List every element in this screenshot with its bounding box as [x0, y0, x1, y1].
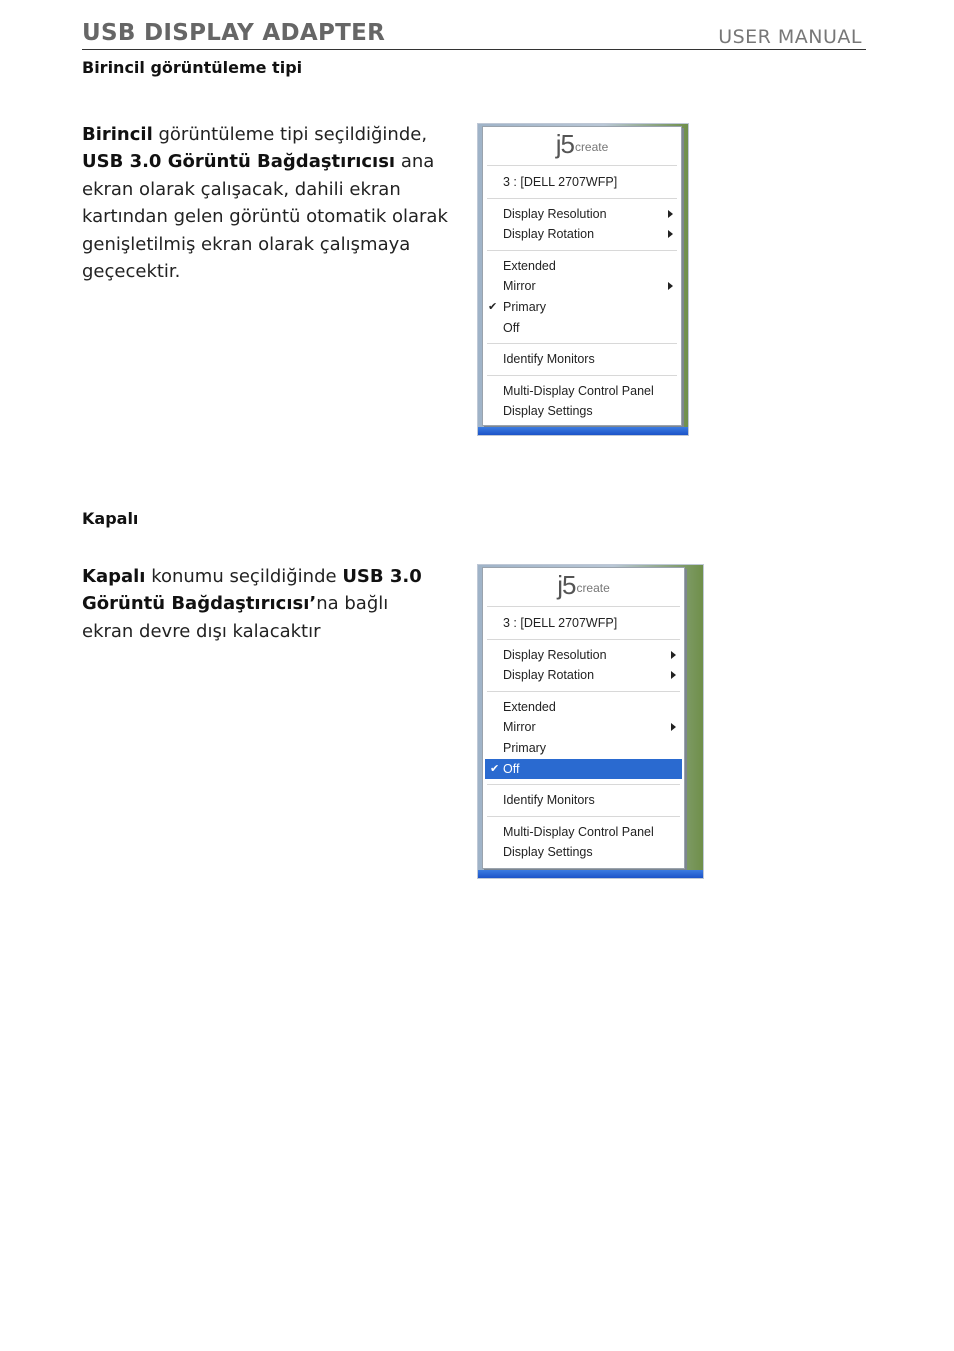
- document-title: USB DISPLAY ADAPTER: [82, 20, 386, 46]
- submenu-arrow-icon: [668, 230, 673, 238]
- taskbar: [478, 870, 703, 878]
- menu-separator: [487, 639, 680, 640]
- menu-item-control-panel[interactable]: Multi-Display Control Panel: [503, 383, 654, 398]
- menu-item-extended[interactable]: Extended: [503, 699, 556, 714]
- menu-item-display-rotation[interactable]: [483, 224, 681, 245]
- screenshot-off-menu: [477, 564, 704, 879]
- screenshot-primary-menu: [477, 123, 689, 436]
- logo-main: j5: [557, 570, 576, 600]
- text: ana ekran olarak çalışacak, dahili ekran kartından gelen görüntü otomatik olarak genişletilmiş ekran olarak çalışmaya geçecektir.: [82, 151, 448, 283]
- context-menu: [482, 126, 682, 426]
- section-title-primary: Birincil görüntüleme tipi: [82, 58, 303, 77]
- menu-label: Off: [503, 761, 520, 776]
- menu-item-extended[interactable]: Extended: [503, 258, 556, 273]
- submenu-arrow-icon: [668, 282, 673, 290]
- checkmark-icon: ✔: [490, 762, 500, 775]
- text: na bağlı ekran devre dışı kalacaktır: [82, 593, 389, 642]
- bold-text: USB 3.0 Görüntü Bağdaştırıcısı: [82, 151, 396, 173]
- logo-main: j5: [555, 129, 574, 159]
- menu-item-primary[interactable]: [483, 297, 681, 318]
- menu-item-display-settings[interactable]: Display Settings: [503, 845, 593, 860]
- submenu-arrow-icon: [671, 651, 676, 659]
- logo-sub: create: [574, 140, 609, 154]
- menu-separator: [487, 691, 680, 692]
- j5create-logo: [487, 568, 680, 607]
- submenu-arrow-icon: [671, 723, 676, 731]
- menu-label: Display Rotation: [503, 668, 595, 683]
- context-menu: [482, 567, 685, 869]
- taskbar: [478, 427, 688, 435]
- menu-item-identify-monitors[interactable]: Identify Monitors: [503, 352, 595, 367]
- menu-separator: [487, 816, 680, 817]
- menu-item-display-settings[interactable]: Display Settings: [503, 404, 593, 419]
- menu-item-primary[interactable]: Primary: [503, 740, 547, 755]
- logo-sub: create: [576, 581, 610, 595]
- menu-label: Display Rotation: [503, 227, 595, 242]
- menu-label: Display Resolution: [503, 206, 607, 221]
- menu-item-display-resolution[interactable]: [483, 645, 684, 666]
- j5create-logo: [487, 127, 677, 166]
- menu-label: Mirror: [503, 720, 536, 735]
- menu-item-mirror[interactable]: [483, 717, 684, 738]
- menu-separator: [487, 198, 677, 199]
- checkmark-icon: ✔: [488, 300, 498, 313]
- menu-label: Mirror: [503, 279, 536, 294]
- bold-text: Kapalı: [82, 566, 146, 587]
- submenu-arrow-icon: [668, 210, 673, 218]
- menu-label: Primary: [503, 299, 547, 314]
- text: konumu seçildiğinde: [145, 566, 343, 587]
- menu-item-display-rotation[interactable]: [483, 665, 684, 686]
- menu-item-control-panel[interactable]: Multi-Display Control Panel: [503, 824, 654, 839]
- bold-text: Birincil: [82, 124, 153, 145]
- menu-separator: [487, 784, 680, 785]
- menu-item-monitor[interactable]: 3 : [DELL 2707WFP]: [503, 616, 618, 630]
- bold-text: USB 3.0 Görüntü Bağdaştırıcısı’: [82, 566, 422, 615]
- paragraph-primary: [82, 121, 472, 285]
- menu-separator: [487, 250, 677, 251]
- menu-item-identify-monitors[interactable]: Identify Monitors: [503, 793, 595, 808]
- document-type: USER MANUAL: [718, 26, 862, 48]
- menu-item-off[interactable]: Off: [503, 320, 520, 335]
- menu-label: Display Resolution: [503, 647, 607, 662]
- text: görüntüleme tipi seçildiğinde,: [152, 124, 428, 145]
- page-header: [82, 20, 866, 50]
- menu-item-monitor[interactable]: 3 : [DELL 2707WFP]: [503, 175, 618, 189]
- menu-item-display-resolution[interactable]: [483, 204, 681, 225]
- menu-separator: [487, 375, 677, 376]
- paragraph-off: [82, 563, 442, 645]
- menu-item-off[interactable]: [485, 759, 682, 780]
- menu-separator: [487, 343, 677, 344]
- submenu-arrow-icon: [671, 671, 676, 679]
- menu-item-mirror[interactable]: [483, 276, 681, 297]
- section-title-off: Kapalı: [82, 509, 139, 528]
